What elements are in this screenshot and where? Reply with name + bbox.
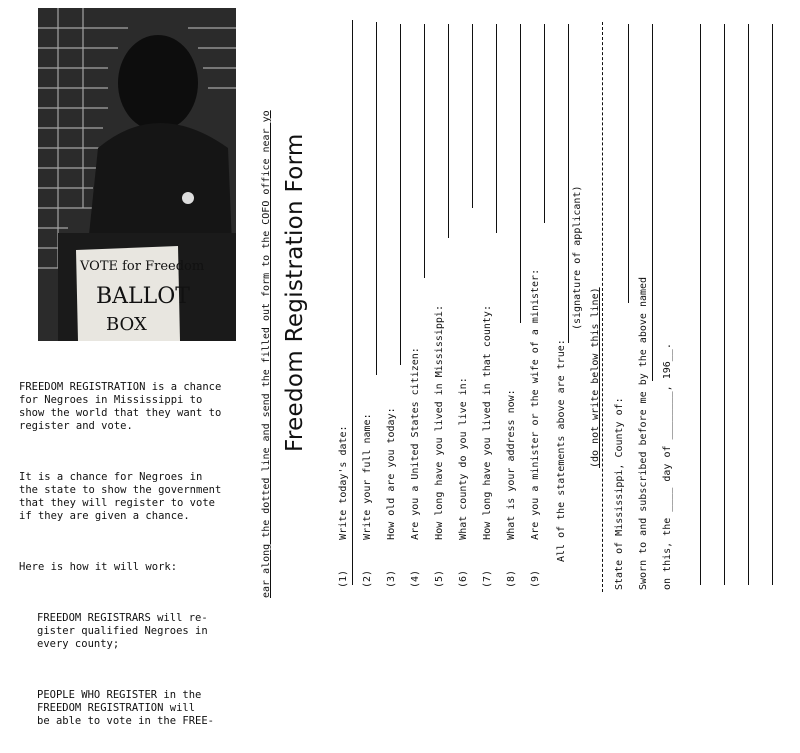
sign-line3: BOX — [106, 314, 147, 335]
answer-line — [544, 24, 545, 223]
question-4: (4) Are you a United States citizen: — [410, 347, 421, 588]
question-3: (3) How old are you today: — [386, 407, 397, 588]
intro-paragraph: FREEDOM REGISTRARS will re- gister qualified Negroes in every county; — [37, 612, 208, 650]
answer-line — [628, 24, 629, 303]
answer-line — [448, 24, 449, 238]
sworn-statement: Sworn to and subscribed before me by the above named — [638, 276, 649, 590]
sign-line1: VOTE for Freedom — [80, 259, 205, 274]
intro-paragraph: FREEDOM REGISTRATION is a chance for Negroes in Mississippi to show the world that they want to register and vote. — [19, 381, 222, 432]
answer-line — [700, 24, 701, 585]
statements-true: All of the statements above are true: — [556, 339, 567, 562]
signature-label: (signature of applicant) — [572, 185, 583, 330]
question-7: (7) How long have you lived in that county: — [482, 305, 493, 588]
answer-line — [724, 24, 725, 585]
question-1: (1) Write today's date: — [338, 425, 349, 588]
answer-line — [520, 24, 521, 323]
state-county: State of Mississippi, County of: — [614, 397, 625, 590]
question-5: (5) How long have you lived in Mississippi: — [434, 305, 445, 588]
form-title: Freedom Registration Form — [282, 133, 308, 452]
answer-line — [652, 24, 653, 381]
answer-line — [472, 24, 473, 208]
photo-illustration — [38, 8, 236, 341]
answer-line — [568, 24, 569, 343]
answer-line — [424, 24, 425, 278]
answer-line — [748, 24, 749, 585]
date-line: on this, the ____ day of ________, 196__. — [662, 343, 673, 590]
question-6: (6) What county do you live in: — [458, 377, 469, 588]
answer-line — [376, 22, 377, 375]
intro-text — [19, 355, 249, 753]
photo-ballot-box — [38, 8, 236, 341]
intro-paragraph: It is a chance for Negroes in the state to show the government that they will register to vote if they are given a chance. — [19, 471, 222, 522]
answer-line — [352, 20, 353, 585]
sign-line2: BALLOT — [96, 284, 190, 309]
answer-line — [496, 24, 497, 233]
answer-line — [400, 24, 401, 365]
question-2: (2) Write your full name: — [362, 413, 373, 588]
question-8: (8) What is your address now: — [506, 389, 517, 588]
answer-line — [772, 24, 773, 585]
tear-line — [602, 22, 603, 592]
intro-paragraph: Here is how it will work: — [19, 561, 178, 573]
do-not-write-note: (do not write below this line) — [590, 287, 601, 468]
cut-instruction: ear along the dotted line and send the filled out form to the COFO office near yo — [261, 110, 272, 598]
question-9: (9) Are you a minister or the wife of a minister: — [530, 268, 541, 588]
intro-paragraph: PEOPLE WHO REGISTER in the FREEDOM REGISTRATION will be able to vote in the FREE- — [37, 689, 215, 727]
